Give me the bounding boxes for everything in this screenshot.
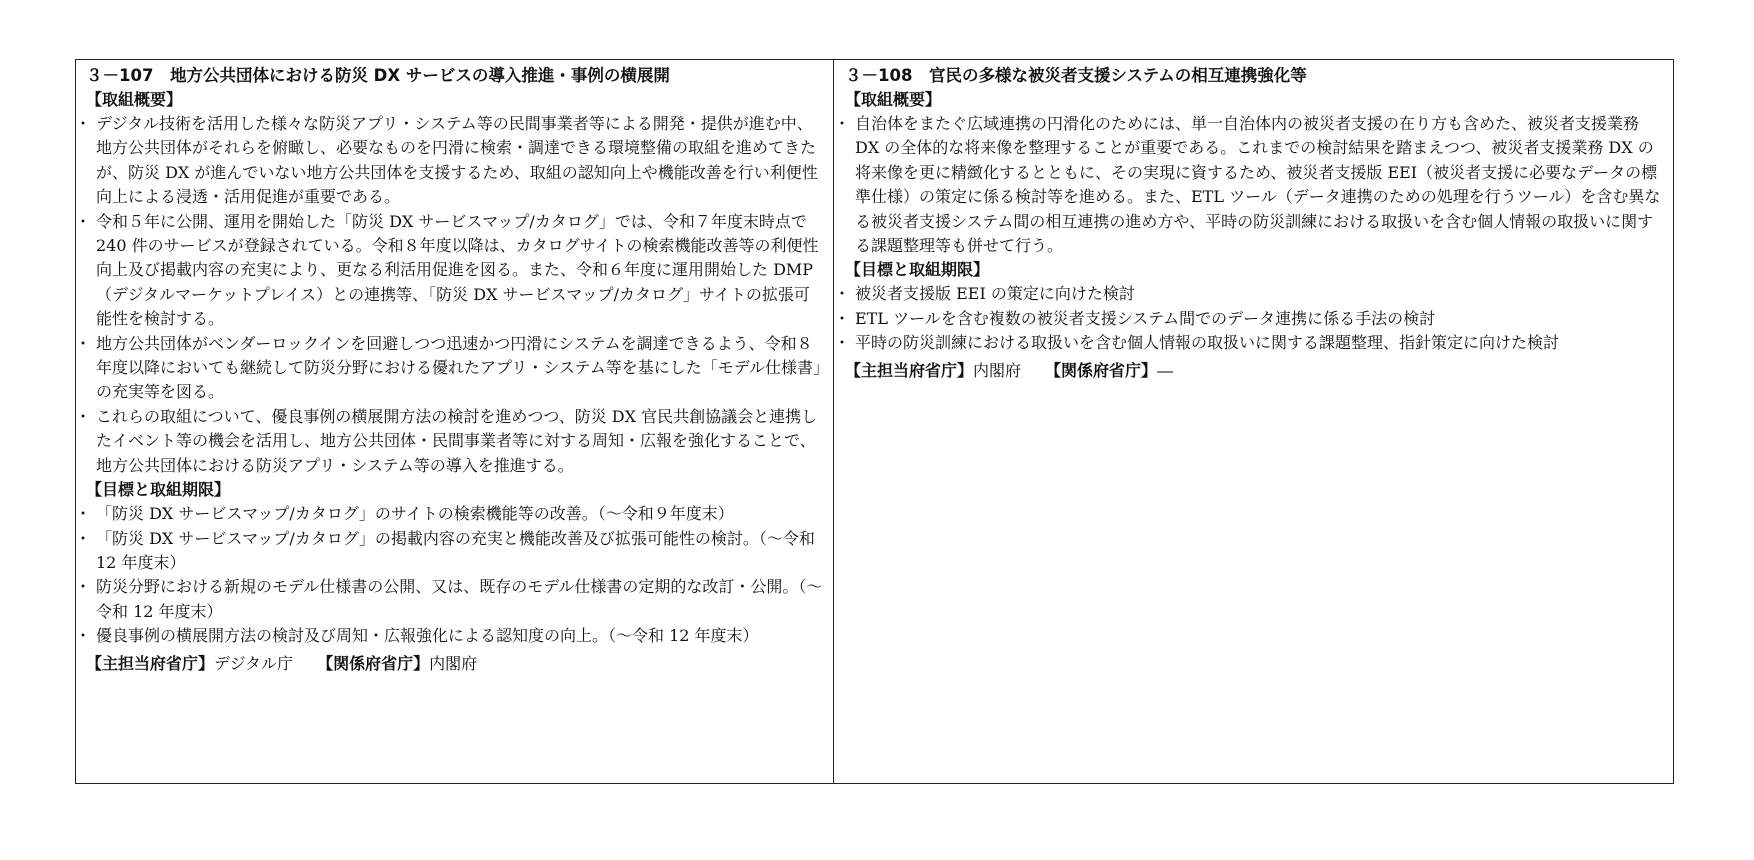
- list-item: ・ 平時の防災訓練における取扱いを含む個人情報の取扱いに関する課題整理、指針策定に向けた検討: [835, 331, 1663, 355]
- lead-ministry-label: 【主担当府省庁】: [86, 653, 215, 673]
- left-column: [76, 60, 834, 783]
- list-item: ・ デジタル技術を活用した様々な防災アプリ・システム等の民間事業者等による開発・提供が進む中、地方公共団体がそれらを俯瞰し、必要なものを円滑に検索・調達できる環境整備の取組を進めてきたが、防災 DX が進んでいない地方公共団体を支援するため、取組の認知向上や機能改善を行い利便性向上による浸透・活用促進が重要である。: [76, 112, 823, 210]
- overview-list: [845, 112, 1663, 258]
- related-ministry-value: ―: [1157, 360, 1174, 380]
- overview-heading: 【取組概要】: [86, 90, 183, 109]
- overview-list: [86, 112, 823, 478]
- list-item: ・ 被災者支援版 EEI の策定に向けた検討: [835, 282, 1663, 306]
- list-item: ・ 防災分野における新規のモデル仕様書の公開、又は、既存のモデル仕様書の定期的な改訂・公開。（～令和 12 年度末）: [76, 575, 823, 624]
- goals-heading: 【目標と取組期限】: [86, 480, 231, 500]
- overview-heading: 【取組概要】: [845, 90, 942, 109]
- list-item: ・ 優良事例の横展開方法の検討及び周知・広報強化による認知度の向上。（～令和 12 年度末）: [76, 624, 823, 648]
- lead-ministry-value: 内閣府: [973, 360, 1022, 380]
- related-ministry-value: 内閣府: [429, 653, 478, 673]
- section-title-3-108: ３－108 官民の多様な被災者支援システムの相互連携強化等: [845, 66, 1307, 85]
- goals-list: [845, 282, 1663, 355]
- ministry-line: [86, 651, 823, 677]
- list-item: ・ ETL ツールを含む複数の被災者支援システム間でのデータ連携に係る手法の検討: [835, 307, 1663, 331]
- document-table: [75, 59, 1674, 784]
- list-item: ・ 「防災 DX サービスマップ/カタログ」のサイトの検索機能等の改善。（～令和９年度末）: [76, 502, 823, 526]
- list-item: ・ 自治体をまたぐ広域連携の円滑化のためには、単一自治体内の被災者支援の在り方も含めた、被災者支援業務 DX の全体的な将来像を整理することが重要である。これまでの検討結果を踏まえつつ、被災者支援業務 DX の将来像を更に精緻化するとともに、その実現に資するため、被災者支援版 EEI（被災者支援に必要なデータの標準仕様）の策定に係る検討等を進める。また、ETL ツール（データ連携のための処理を行うツール）を含む異なる被災者支援システム間の相互連携の進め方や、平時の防災訓練における取扱いを含む個人情報の取扱いに関する課題整理等も併せて行う。: [835, 112, 1663, 258]
- related-ministry-label: 【関係府省庁】: [317, 653, 430, 673]
- ministry-line: [845, 358, 1663, 384]
- right-column: [834, 60, 1673, 783]
- list-item: ・ 地方公共団体がベンダーロックインを回避しつつ迅速かつ円滑にシステムを調達できるよう、令和８年度以降においても継続して防災分野における優れたアプリ・システム等を基にした「モデル仕様書」の充実等を図る。: [76, 332, 823, 405]
- list-item: ・ 令和５年に公開、運用を開始した「防災 DX サービスマップ/カタログ」では、令和７年度末時点で 240 件のサービスが登録されている。令和８年度以降は、カタログサイトの検索機能改善等の利便性向上及び掲載内容の充実により、更なる利活用促進を図る。また、令和６年度に運用開始した DMP（デジタルマーケットプレイス）との連携等、「防災 DX サービスマップ/カタログ」サイトの拡張可能性を検討する。: [76, 210, 823, 332]
- lead-ministry-label: 【主担当府省庁】: [845, 360, 974, 380]
- list-item: ・ 「防災 DX サービスマップ/カタログ」の掲載内容の充実と機能改善及び拡張可能性の検討。（～令和 12 年度末）: [76, 527, 823, 576]
- section-title-3-107: ３－107 地方公共団体における防災 DX サービスの導入推進・事例の横展開: [86, 66, 670, 85]
- list-item: ・ これらの取組について、優良事例の横展開方法の検討を進めつつ、防災 DX 官民共創協議会と連携したイベント等の機会を活用し、地方公共団体・民間事業者等に対する周知・広報を強化することで、地方公共団体における防災アプリ・システム等の導入を推進する。: [76, 405, 823, 478]
- goals-list: [86, 502, 823, 648]
- related-ministry-label: 【関係府省庁】: [1045, 360, 1158, 380]
- goals-heading: 【目標と取組期限】: [845, 260, 990, 280]
- lead-ministry-value: デジタル庁: [214, 653, 294, 673]
